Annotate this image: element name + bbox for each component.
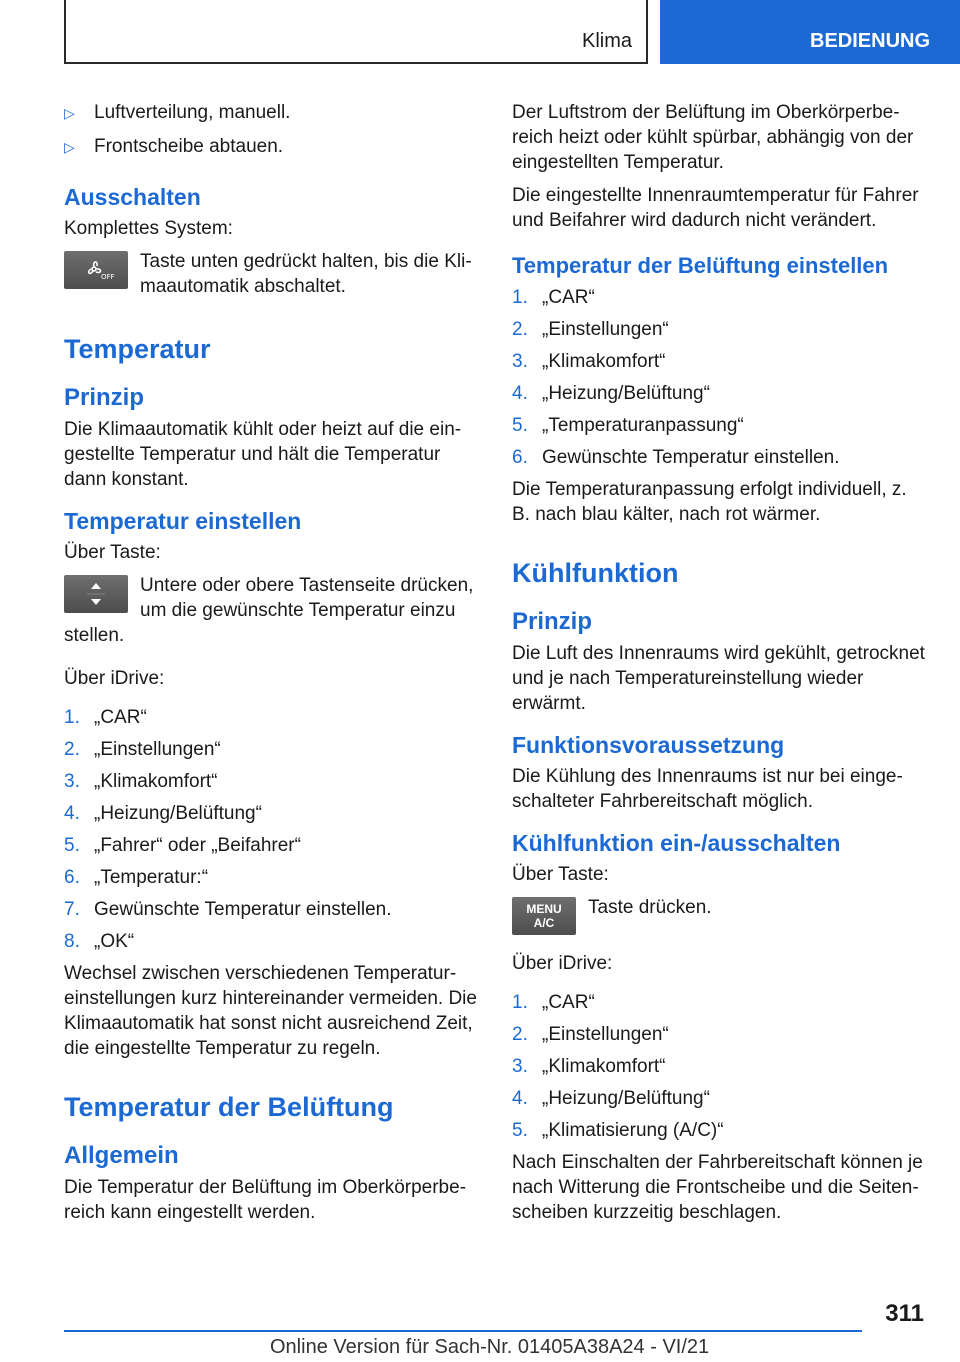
steps-list xyxy=(512,285,926,470)
list-item: 6. Gewünschte Temperatur einstellen. xyxy=(512,447,840,468)
list-item: ▷ Frontscheibe abtauen. xyxy=(64,134,478,160)
triangle-icon: ▷ xyxy=(64,105,75,121)
paragraph: Wechsel zwischen verschiedenen Temperatureinstellungen kurz hintereinander vermeiden. Die Klimaautomatik hat sonst nicht ausreichend Zeit, die eingestellte Temperatur zu regeln. xyxy=(64,963,477,1059)
list-item: 2. „Einstellungen“ xyxy=(64,739,221,760)
paragraph: Taste drücken. xyxy=(588,897,712,918)
heading-temperatur-einstellen: Temperatur einstellen xyxy=(64,508,302,534)
list-item: 4. „Heizung/Belüftung“ xyxy=(64,803,262,824)
list-item: 6. „Temperatur:“ xyxy=(64,867,209,888)
paragraph: Die Luft des Innenraums wird gekühlt, getrocknet und je nach Temperatureinstellung wieder erwärmt. xyxy=(512,643,925,714)
paragraph: Nach Einschalten der Fahrbereitschaft können je nach Witterung die Frontscheibe und die Seitenscheiben kurzzeitig beschlagen. xyxy=(512,1152,923,1223)
footer-text: Online Version für Sach-Nr. 01405A38A24 - VI/21 xyxy=(270,1336,710,1358)
list-item: 4. „Heizung/Belüftung“ xyxy=(512,1088,710,1109)
right-column xyxy=(512,100,926,1233)
list-item: 3. „Klimakomfort“ xyxy=(64,771,218,792)
paragraph: Über iDrive: xyxy=(64,668,165,689)
page-number: 311 xyxy=(885,1300,924,1327)
fan-off-button-icon xyxy=(64,251,128,289)
steps-list xyxy=(64,705,478,954)
paragraph: Komplettes System: xyxy=(64,218,233,239)
paragraph: Taste unten gedrückt halten, bis die Klimaautomatik abschaltet. xyxy=(140,251,472,297)
paragraph: Die Temperatur der Belüftung im Oberkörperbereich kann eingestellt werden. xyxy=(64,1177,467,1223)
heading-temperatur-belueftung: Temperatur der Belüftung xyxy=(64,1092,394,1122)
list-item: 1. „CAR“ xyxy=(64,707,147,728)
temperature-rocker-icon xyxy=(64,575,128,613)
svg-text:OFF: OFF xyxy=(101,273,115,281)
menu-ac-button-icon: MENU A/C xyxy=(512,897,576,935)
paragraph: Der Luftstrom der Belüftung im Oberkörperbereich heizt oder kühlt spürbar, abhängig von der eingestellten Temperatur. xyxy=(512,102,914,173)
footer-divider xyxy=(64,1330,862,1332)
heading-allgemein: Allgemein xyxy=(64,1142,179,1169)
bullet-list xyxy=(64,100,478,160)
list-item: 5. „Temperaturanpassung“ xyxy=(512,415,744,436)
paragraph: Über Taste: xyxy=(512,864,609,885)
steps-list xyxy=(512,990,926,1143)
list-item: 5. „Fahrer“ oder „Beifahrer“ xyxy=(64,835,301,856)
list-item: 1. „CAR“ xyxy=(512,287,595,308)
button-row xyxy=(64,249,478,299)
paragraph: Die Klimaautomatik kühlt oder heizt auf die eingestellte Temperatur und hält die Temperatur dann konstant. xyxy=(64,419,462,490)
list-item: 4. „Heizung/Belüftung“ xyxy=(512,383,710,404)
chapter-tab: BEDIENUNG xyxy=(660,0,960,64)
button-row xyxy=(512,895,926,935)
paragraph: Untere oder obere Tastenseite drücken, um die gewünschte Temperatur einzu xyxy=(140,575,474,621)
list-item: 2. „Einstellungen“ xyxy=(512,1024,669,1045)
heading-prinzip: Prinzip xyxy=(64,384,145,411)
list-item: ▷ Luftverteilung, manuell. xyxy=(64,100,478,126)
paragraph: Die eingestellte Innenraumtemperatur für Fahrer und Beifahrer wird dadurch nicht verändert. xyxy=(512,185,919,231)
list-item: 2. „Einstellungen“ xyxy=(512,319,669,340)
header-box xyxy=(64,0,648,64)
paragraph: Die Temperaturanpassung erfolgt individuell, z. B. nach blau kälter, nach rot wärmer. xyxy=(512,479,907,525)
list-item: 1. „CAR“ xyxy=(512,992,595,1013)
left-column xyxy=(64,100,478,1233)
triangle-icon: ▷ xyxy=(64,139,75,155)
heading-temperatur: Temperatur xyxy=(64,334,211,364)
button-row xyxy=(64,573,478,623)
heading-ausschalten: Ausschalten xyxy=(64,184,201,210)
heading-prinzip: Prinzip xyxy=(512,608,593,635)
paragraph: Über iDrive: xyxy=(512,953,613,974)
list-item: 3. „Klimakomfort“ xyxy=(512,1056,666,1077)
paragraph: Die Kühlung des Innenraums ist nur bei eingeschalteter Fahrbereitschaft möglich. xyxy=(512,766,903,812)
list-item: 8. „OK“ xyxy=(64,931,135,952)
heading-funktionsvoraussetzung: Funktionsvoraussetzung xyxy=(512,732,785,758)
list-item: 7. Gewünschte Temperatur einstellen. xyxy=(64,899,392,920)
heading-kuehlfunktion-ein-aus: Kühlfunktion ein-/ausschalten xyxy=(512,830,841,856)
paragraph: Über Taste: xyxy=(64,542,161,563)
section-title: Klima xyxy=(581,30,632,52)
heading-belueftung-einstellen: Temperatur der Belüftung einstellen xyxy=(512,253,889,278)
heading-kuehlfunktion: Kühlfunktion xyxy=(512,558,679,588)
list-item: 3. „Klimakomfort“ xyxy=(512,351,666,372)
paragraph: stellen. xyxy=(64,625,125,646)
list-item: 5. „Klimatisierung (A/C)“ xyxy=(512,1120,724,1141)
